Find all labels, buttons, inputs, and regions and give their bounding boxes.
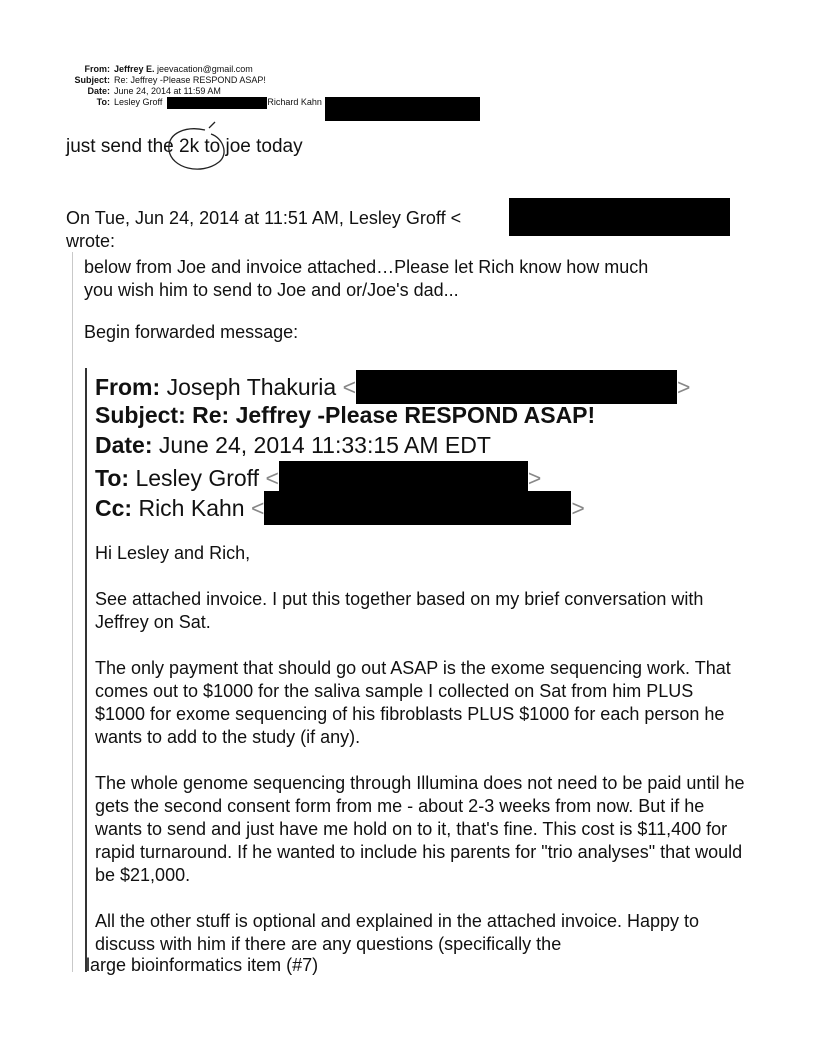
fwd-to-value: Lesley Groff xyxy=(135,465,260,491)
from-name: Jeffrey E. xyxy=(114,64,155,74)
quoted-line: below from Joe and invoice attached…Please let Rich know how much xyxy=(84,257,649,277)
fwd-from-lt: < xyxy=(342,374,357,400)
fwd-from-label: From: xyxy=(95,374,161,400)
reply-text-end: joe today xyxy=(220,136,303,157)
fwd-to-row xyxy=(95,461,541,495)
redaction-box xyxy=(264,491,571,525)
quote-wrote: wrote: xyxy=(66,231,116,251)
fwd-cc-value: Rich Kahn xyxy=(138,495,245,521)
subject-value: Re: Jeffrey -Please RESPOND ASAP! xyxy=(114,75,266,85)
fwd-subject-label: Subject: xyxy=(95,402,186,428)
subject-label: Subject: xyxy=(74,75,110,85)
cutoff-line xyxy=(86,955,386,975)
redaction-box xyxy=(279,461,528,495)
fwd-cc-label: Cc: xyxy=(95,495,133,521)
fwd-to-gt: > xyxy=(527,465,542,491)
header-subject-row xyxy=(60,75,480,86)
quote-bar-inner xyxy=(85,368,87,972)
quote-intro-text: On Tue, Jun 24, 2014 at 11:51 AM, Lesley Groff < xyxy=(66,208,462,228)
fwd-from-value: Joseph Thakuria xyxy=(166,374,337,400)
paragraph: The whole genome sequencing through Illumina does not need to be paid until he gets the second consent form from me - about 2-3 weeks from now. But if he wants to send and just have me hold on to it, that's fine. This cost is $11,400 for rapid turnaround. If he wanted to include his parents for "trio analyses" that would be $21,000. xyxy=(95,773,745,885)
quote-intro-line xyxy=(66,207,461,229)
from-email: jeevacation@gmail.com xyxy=(157,64,253,74)
header-date-row xyxy=(60,86,480,97)
reply-text-amount: e 2k to xyxy=(163,136,221,157)
email-header xyxy=(60,64,480,108)
cutoff-text: large bioinformatics item (#7) xyxy=(86,955,319,975)
quoted-line: you wish him to send to Joe and or/Joe's dad... xyxy=(84,280,459,300)
fwd-to-lt: < xyxy=(265,465,279,491)
forwarded-message-label: Begin forwarded message: xyxy=(84,322,299,342)
fwd-date-label: Date: xyxy=(95,432,153,458)
fwd-from-row xyxy=(95,370,690,404)
from-label: From: xyxy=(84,64,110,74)
fwd-subject-value: Re: Jeffrey -Please RESPOND ASAP! xyxy=(192,402,596,428)
fwd-date-value: June 24, 2014 11:33:15 AM EDT xyxy=(158,432,491,458)
reply-text-start: just send th xyxy=(66,136,164,157)
redaction-box xyxy=(325,97,480,121)
quoted-message xyxy=(84,256,744,302)
fwd-to-label: To: xyxy=(95,465,130,491)
fwd-date-row xyxy=(95,431,491,459)
fwd-from-gt: > xyxy=(677,374,691,400)
date-label: Date: xyxy=(87,86,110,96)
fwd-cc-gt: > xyxy=(571,495,585,521)
fwd-subject-row xyxy=(95,401,595,429)
quote-bar-outer xyxy=(72,252,73,972)
date-value: June 24, 2014 at 11:59 AM xyxy=(114,86,221,96)
forwarded-body xyxy=(95,542,745,979)
to-name-1: Lesley Groff xyxy=(114,97,163,107)
redaction-box xyxy=(167,97,267,109)
handwritten-circle-annotation xyxy=(157,124,232,176)
paragraph: See attached invoice. I put this together based on my brief conversation with Jeffrey on Sat. xyxy=(95,589,704,632)
redaction-box xyxy=(356,370,677,404)
header-to-row xyxy=(60,97,480,108)
header-from-row xyxy=(60,64,480,75)
greeting: Hi Lesley and Rich, xyxy=(95,543,251,563)
fwd-cc-lt: < xyxy=(250,495,265,521)
redaction-box xyxy=(509,198,730,236)
paragraph: All the other stuff is optional and explained in the attached invoice. Happy to discuss with him if there are any questions (specifically the xyxy=(95,911,700,954)
to-label: To: xyxy=(96,97,110,107)
fwd-cc-row xyxy=(95,491,585,525)
paragraph: The only payment that should go out ASAP is the exome sequencing work. That comes out to $1000 for the saliva sample I collected on Sat from him PLUS $1000 for exome sequencing of his fibroblasts PLUS $1000 for each person he wants to add to the study (if any). xyxy=(95,658,731,747)
to-name-2: Richard Kahn xyxy=(267,97,322,107)
